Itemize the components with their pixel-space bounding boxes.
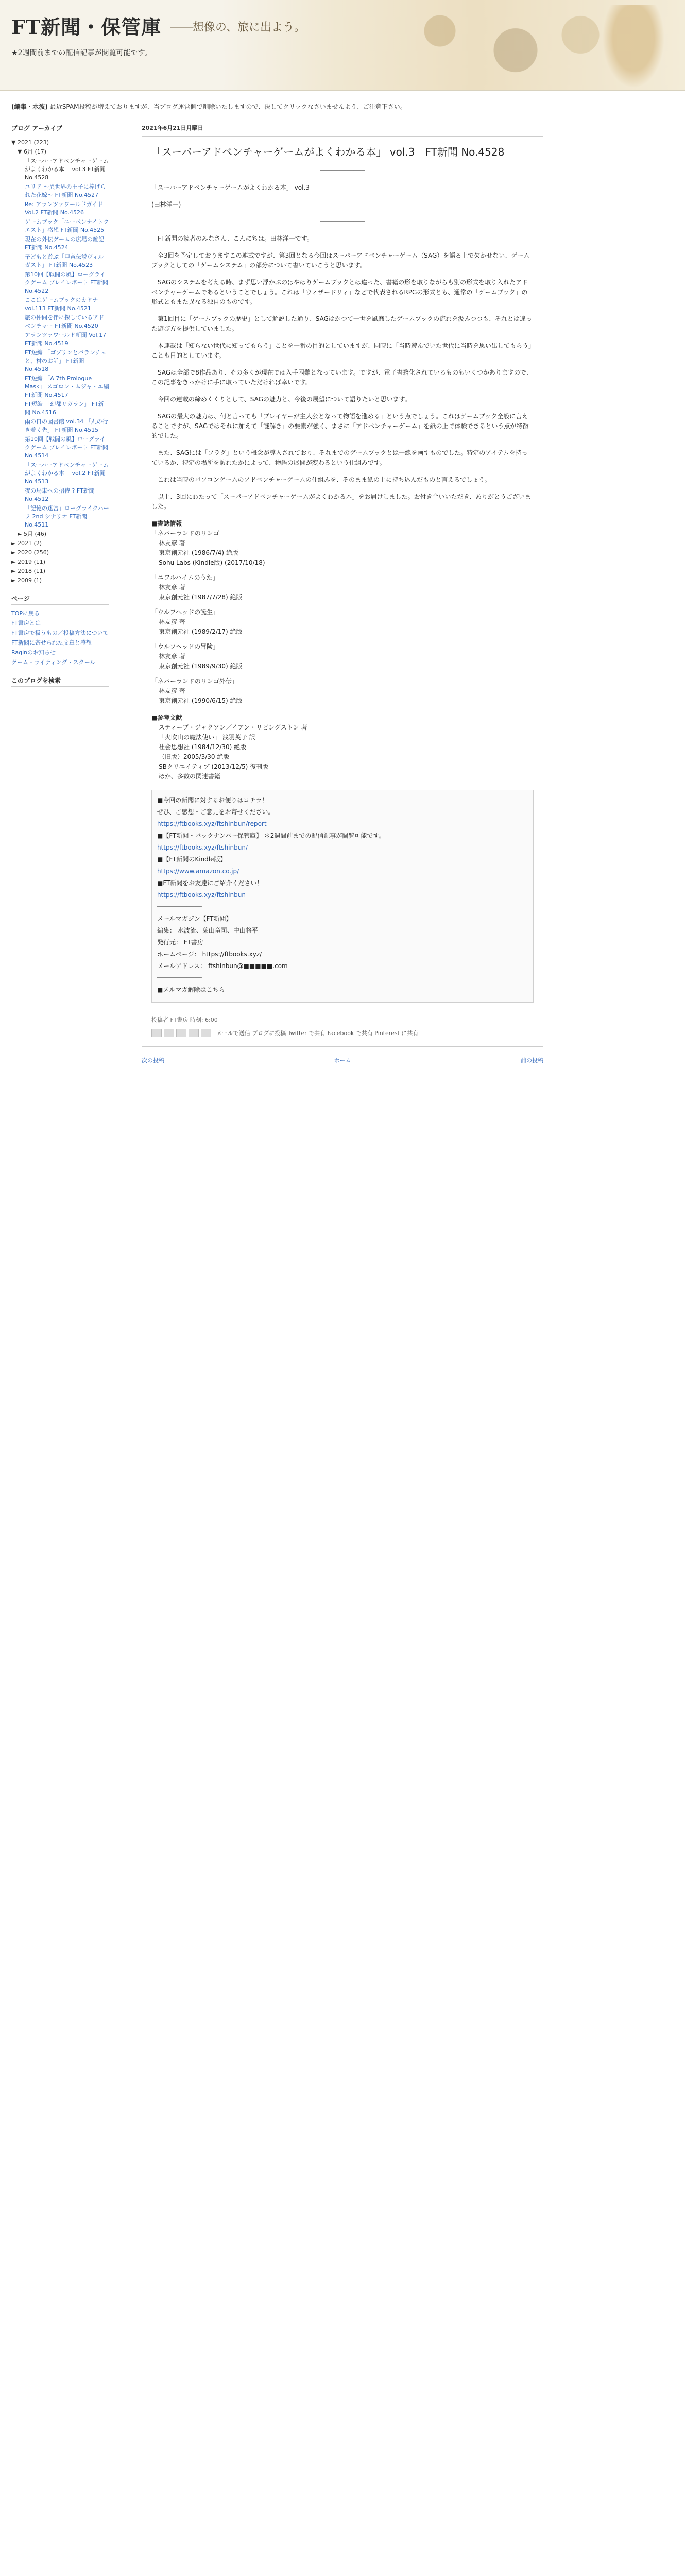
book-title: 「ネバーランドのリンゴ外伝」 bbox=[151, 677, 238, 685]
post-paragraph: 「スーパーアドベンチャーゲームがよくわかる本」 vol.3 bbox=[151, 184, 310, 191]
pages-list bbox=[11, 609, 109, 667]
book-title: 「ウルフヘッドの冒険」 bbox=[151, 643, 219, 650]
pages-heading: ページ bbox=[11, 594, 109, 605]
post-paragraph: 今回の連載の締めくくりとして、SAGの魅力と、今後の展望について語りたいと思います。 bbox=[151, 396, 411, 403]
archive-year[interactable]: ► 2020 (256) bbox=[11, 549, 49, 556]
books-list bbox=[151, 529, 534, 706]
book-title: 「ウルフヘッドの誕生」 bbox=[151, 608, 219, 616]
archive-post-link[interactable]: 子どもと遊ぶ「甲竜伝説ヴィルガスト」 FT新聞 No.4523 bbox=[25, 253, 104, 268]
post-paragraph: ──────────── bbox=[320, 218, 365, 225]
post-body bbox=[151, 166, 534, 512]
archive-year[interactable]: ► 2018 (11) bbox=[11, 568, 46, 574]
post-paragraph: SAGのシステムを考える時、まず思い浮かぶのはやはりゲームブックとは違った、書籍の形を取りながらも別の形式を取り入れたアドベンチャーゲームであるということでしょう。これは「ウィザードリィ」などで代表されるRPGの形式とも、通常の「ゲームブック」の形式ともまた異なる独自のものです。 bbox=[151, 279, 528, 306]
reference-line: （旧版）2005/3/30 絶版 bbox=[159, 753, 230, 760]
home-link[interactable]: ホーム bbox=[334, 1057, 351, 1064]
newer-post-link[interactable]: 次の投稿 bbox=[142, 1057, 164, 1064]
header-figure-decoration bbox=[603, 5, 664, 88]
share-labels: メールで送信 ブログに投稿 Twitter で共有 Facebook で共有 Pinterest に共有 bbox=[216, 1030, 419, 1037]
archive-post-link[interactable]: 「スーパーアドベンチャーゲームがよくわかる本」 vol.3 FT新聞 No.4528 bbox=[25, 158, 109, 181]
book-entry bbox=[151, 607, 534, 637]
page-link[interactable]: FT書房とは bbox=[11, 620, 41, 626]
book-publisher: 東京創元社 (1990/6/15) 絶版 bbox=[159, 697, 243, 704]
book-author: 林友彦 著 bbox=[159, 687, 185, 694]
archive-year[interactable]: ► 2019 (11) bbox=[11, 558, 46, 565]
post-paragraph: (田林洋一) bbox=[151, 201, 181, 208]
newsletter-link[interactable]: https://ftbooks.xyz/ftshinbun/ bbox=[157, 844, 248, 851]
archive-post-link[interactable]: 雨の日の図書館 vol.34 「丸の行き着く先」 FT新聞 No.4515 bbox=[25, 418, 108, 433]
archive-section bbox=[11, 124, 109, 585]
newsletter-line: ■FT新聞をお友達にご紹介ください！ bbox=[157, 879, 263, 887]
book-extra: Sohu Labs (Kindle版) (2017/10/18) bbox=[159, 559, 265, 566]
newsletter-line: ■【FT新聞・バックナンバー保管庫】 ＊2週間前までの配信記事が閲覧可能です。 bbox=[157, 832, 385, 839]
notice-text: 最近SPAM投稿が増えておりますが、当ブログ運営側で削除いたしますので、決してクリックなさいませんよう、ご注意下さい。 bbox=[49, 103, 406, 110]
post-paragraph: 第1回目に「ゲームブックの歴史」として解説した通り、SAGはかつて一世を風靡したゲームブックの流れを汲みつつも、それとは違った遊び方を提供していました。 bbox=[151, 315, 532, 332]
book-entry bbox=[151, 573, 534, 602]
archive-post-link[interactable]: 「記憶の迷宮」ローグライクハーフ 2nd シナリオ FT新聞 No.4511 bbox=[25, 505, 109, 528]
page-link[interactable]: Raginのお知らせ bbox=[11, 649, 56, 656]
reference-line: スティーブ・ジャクソン／イアン・リビングストン 著 bbox=[159, 724, 307, 731]
book-publisher: 東京創元社 (1986/7/4) 絶版 bbox=[159, 549, 238, 556]
book-publisher: 東京創元社 (1989/9/30) 絶版 bbox=[159, 663, 243, 670]
newsletter-line: ──────────── bbox=[157, 903, 202, 910]
book-title: 「ネバーランドのリンゴ」 bbox=[151, 530, 226, 537]
post bbox=[142, 136, 543, 1047]
page-link[interactable]: FT書房で扱うもの／投稿方法について bbox=[11, 630, 109, 636]
main-content bbox=[142, 124, 543, 1064]
books-block bbox=[151, 519, 534, 706]
archive-post-link[interactable]: FT短編 「幻都リガラン」 FT新聞 No.4516 bbox=[25, 401, 104, 416]
newsletter-link[interactable]: https://www.amazon.co.jp/ bbox=[157, 868, 239, 875]
archive-post-link[interactable]: FT短編 「A 7th Prologue Mask」 スゴロン・ムジャ・エ編 FT新聞 No.4517 bbox=[25, 375, 109, 398]
post-author-time: 投稿者 FT書房 時刻: 6:00 bbox=[151, 1016, 218, 1023]
page-link[interactable]: FT新聞に寄せられた文章と感想 bbox=[11, 639, 92, 646]
refs-list bbox=[151, 723, 534, 782]
archive-post-link[interactable]: 第10回【戦闘の風】ローグライクゲーム プレイレポート FT新聞 No.4514 bbox=[25, 436, 108, 459]
book-author: 林友彦 著 bbox=[159, 653, 185, 660]
archive-month[interactable]: ▼ 6月 (17) bbox=[18, 148, 47, 155]
page-link[interactable]: ゲーム・ライティング・スクール bbox=[11, 659, 96, 666]
book-entry bbox=[151, 676, 534, 706]
facebook-share-icon[interactable] bbox=[189, 1029, 199, 1037]
page-link[interactable]: TOPに戻る bbox=[11, 610, 40, 617]
notice-bar bbox=[0, 100, 685, 113]
twitter-share-icon[interactable] bbox=[176, 1029, 186, 1037]
newsletter-line: メールマガジン【FT新聞】 bbox=[157, 915, 232, 922]
search-heading: このブログを検索 bbox=[11, 676, 109, 687]
newsletter-line: ──────────── bbox=[157, 974, 202, 981]
archive-post-link[interactable]: FT短編 「ゴブリンとバランチェと、村のお話」 FT新聞 No.4518 bbox=[25, 349, 107, 372]
archive-year[interactable]: ► 2021 (2) bbox=[11, 540, 42, 547]
reference-line: 「火吹山の魔法使い」 浅羽莢子 訳 bbox=[159, 734, 255, 741]
blog-share-icon[interactable] bbox=[164, 1029, 174, 1037]
book-author: 林友彦 著 bbox=[159, 584, 185, 591]
newsletter-line: ■【FT新聞のKindle版】 bbox=[157, 856, 227, 863]
archive-post-link[interactable]: 旅の仲間を伴に探しているアドベンチャー FT新聞 No.4520 bbox=[25, 314, 104, 329]
share-row bbox=[151, 1029, 534, 1037]
book-publisher: 東京創元社 (1989/2/17) 絶版 bbox=[159, 628, 243, 635]
post-title[interactable]: 「スーパーアドベンチャーゲームがよくわかる本」 vol.3 FT新聞 No.4528 bbox=[151, 146, 505, 158]
blog-title[interactable]: FT新聞・保管庫 bbox=[11, 15, 162, 39]
book-entry bbox=[151, 529, 534, 568]
email-share-icon[interactable] bbox=[151, 1029, 162, 1037]
book-author: 林友彦 著 bbox=[159, 539, 185, 547]
newsletter-line: ホームページ： https://ftbooks.xyz/ bbox=[157, 951, 262, 958]
post-paragraph: 本連載は「知らない世代に知ってもらう」ことを一番の目的としていますが、同時に「当時遊んでいた世代に当時を思い出してもらう」ことも目的としています。 bbox=[151, 342, 532, 359]
reference-line: 社会思想社 (1984/12/30) 絶版 bbox=[159, 743, 247, 751]
blog-pager bbox=[142, 1056, 543, 1064]
archive-list bbox=[11, 139, 109, 585]
archive-heading: ブログ アーカイブ bbox=[11, 124, 109, 134]
newsletter-footer-box bbox=[151, 790, 534, 1003]
refs-heading: ■参考文献 bbox=[151, 714, 182, 721]
books-heading: ■書誌情報 bbox=[151, 520, 182, 527]
post-paragraph: 全3回を予定しておりますこの連載ですが、第3回となる今回はスーパーアドベンチャーゲーム（SAG）を語る上で欠かせない、ゲームブックとしての「ゲームシステム」の部分について書いていこうと思います。 bbox=[151, 252, 530, 269]
post-date: 2021年6月21日月曜日 bbox=[142, 125, 203, 131]
reference-line: SBクリエイティブ (2013/12/5) 復刊版 bbox=[159, 763, 269, 770]
pages-section bbox=[11, 594, 109, 667]
archive-year[interactable]: ► 2009 (1) bbox=[11, 577, 42, 584]
archive-post-link[interactable]: アランツァワールド新聞 Vol.17 FT新聞 No.4519 bbox=[25, 332, 107, 347]
post-paragraph: これは当時のパソコンゲームのアドベンチャーゲームの仕組みを、そのまま紙の上に持ち込んだものと言えるでしょう。 bbox=[151, 476, 491, 483]
book-publisher: 東京創元社 (1987/7/28) 絶版 bbox=[159, 594, 243, 601]
pinterest-share-icon[interactable] bbox=[201, 1029, 211, 1037]
archive-year[interactable]: ▼ 2021 (223) bbox=[11, 139, 49, 146]
archive-post-link[interactable]: ゲームブック「ニーベンナイトクエスト」感想 FT新聞 No.4525 bbox=[25, 218, 109, 233]
newsletter-link[interactable]: https://ftbooks.xyz/ftshinbun bbox=[157, 891, 246, 899]
book-author: 林友彦 著 bbox=[159, 618, 185, 625]
archive-post-link[interactable]: 「スーパーアドベンチャーゲームがよくわかる本」 vol.2 FT新聞 No.4513 bbox=[25, 462, 109, 485]
blog-description: ★2週間前までの配信記事が閲覧可能です。 bbox=[11, 49, 152, 57]
archive-post-link[interactable]: 夜の馬車への招待 ? FT新聞 No.4512 bbox=[25, 487, 95, 502]
post-paragraph: SAGの最大の魅力は、何と言っても「プレイヤーが主人公となって物語を進める」という点でしょう。これはゲームブック全般に言えることですが、SAGではそれに加えて「謎解き」の要素が強く、まさに「アドベンチャーゲーム」を紙の上で体験できるという点が特徴的でした。 bbox=[151, 413, 529, 439]
archive-post-link[interactable]: 現在の外伝ゲームの広場の雑記 FT新聞 No.4524 bbox=[25, 236, 104, 251]
newsletter-link[interactable]: https://ftbooks.xyz/ftshinbun/report bbox=[157, 820, 267, 827]
post-paragraph: FT新聞の読者のみなさん、こんにちは。田林洋一です。 bbox=[151, 235, 313, 242]
header-trees-decoration bbox=[397, 8, 613, 85]
newsletter-line: ■今回の新聞に対するお便りはコチラ！ bbox=[157, 796, 268, 804]
post-paragraph: また、SAGには「フラグ」という概念が導入されており、それまでのゲームブックとは一線を画すものでした。特定のアイテムを持っているか、特定の場所を訪れたかによって、物語の展開が変わるという仕組みです。 bbox=[151, 449, 528, 466]
newsletter-line: 発行元： FT書房 bbox=[157, 939, 203, 946]
newsletter-line: ぜひ、ご感想・ご意見をお寄せください。 bbox=[157, 808, 275, 816]
post-paragraph: ──────────── bbox=[320, 167, 365, 174]
blog-tagline: ――想像の、旅に出よう。 bbox=[170, 21, 306, 34]
notice-lead: (編集・水波) bbox=[11, 103, 48, 110]
reference-line: ほか、多数の関連書籍 bbox=[159, 773, 221, 780]
blog-header bbox=[0, 0, 685, 91]
older-post-link[interactable]: 前の投稿 bbox=[521, 1057, 543, 1064]
newsletter-line: ■メルマガ解除はこちら bbox=[157, 986, 225, 993]
archive-post-link[interactable]: ユリア ～異世界の王子に捧げられた花嫁～ FT新聞 No.4527 bbox=[25, 183, 106, 198]
share-icons bbox=[151, 1029, 211, 1037]
newsletter-line: メールアドレス： ftshinbun@■■■■■.com bbox=[157, 962, 288, 970]
post-footer bbox=[151, 1011, 534, 1037]
post-paragraph: SAGは全部で8作品あり、その多くが現在では入手困難となっています。ですが、電子書籍化されているものもいくつかありますので、この記事をきっかけに手に取っていただければ幸いです。 bbox=[151, 369, 533, 386]
book-entry bbox=[151, 642, 534, 671]
refs-block bbox=[151, 713, 534, 782]
archive-post-link[interactable]: Re: アランツァワールドガイド Vol.2 FT新聞 No.4526 bbox=[25, 201, 104, 216]
archive-month[interactable]: ► 5月 (46) bbox=[18, 531, 47, 537]
archive-post-link[interactable]: 第10回【戦闘の風】ローグライクゲーム プレイレポート FT新聞 No.4522 bbox=[25, 271, 108, 294]
archive-post-link[interactable]: ここはゲームブックのカドナ vol.113 FT新聞 No.4521 bbox=[25, 297, 98, 312]
left-sidebar bbox=[11, 124, 109, 696]
book-title: 「ニフルハイムのうた」 bbox=[151, 574, 219, 581]
newsletter-line: 編集： 水波流、葉山竜司、中山将平 bbox=[157, 927, 258, 934]
search-section bbox=[11, 676, 109, 687]
post-paragraph: 以上、3回にわたって「スーパーアドベンチャーゲームがよくわかる本」をお届けしました。お付き合いいただき、ありがとうございました。 bbox=[151, 493, 532, 510]
